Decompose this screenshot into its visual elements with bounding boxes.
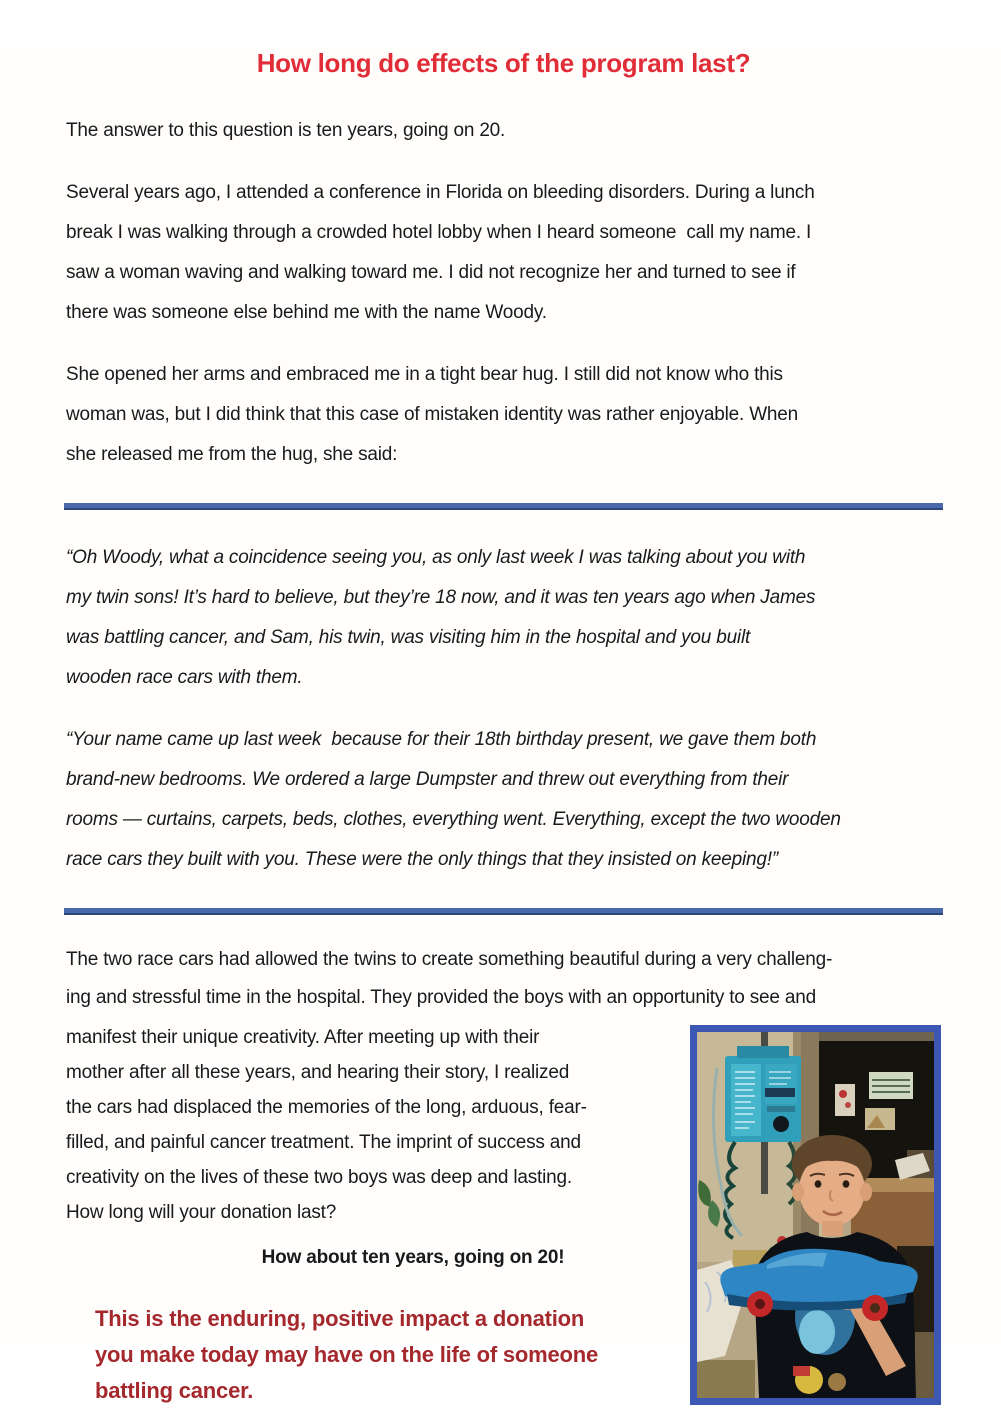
text-line: my twin sons! It’s hard to believe, but they’re 18 now, and it was ten years ago when James — [66, 587, 816, 608]
text-line: ing and stressful time in the hospital. They provided the boys with an opportunity to see and — [66, 987, 816, 1008]
paragraph-race-cars — [66, 941, 941, 1017]
text-line: “Oh Woody, what a coincidence seeing you, as only last week I was talking about you with — [66, 547, 806, 568]
text-line: “Your name came up last week because for their 18th birthday present, we gave them both — [66, 729, 817, 750]
text-line: How long will your donation last? — [66, 1202, 337, 1223]
text-line: battling cancer. — [95, 1378, 254, 1403]
text-line: creativity on the lives of these two boys was deep and lasting. — [66, 1167, 572, 1188]
text-line: Several years ago, I attended a conference in Florida on bleeding disorders. During a lunch — [66, 182, 815, 203]
text-photo-section — [66, 1020, 941, 1409]
text-line: This is the enduring, positive impact a donation — [95, 1306, 585, 1331]
text-line: the cars had displaced the memories of the long, arduous, fear- — [66, 1097, 587, 1118]
document-page — [0, 48, 1001, 1403]
emphasis-line: How about ten years, going on 20! — [261, 1247, 565, 1268]
text-line: break I was walking through a crowded hotel lobby when I heard someone call my name. I — [66, 222, 812, 243]
text-line: mother after all these years, and hearing their story, I realized — [66, 1062, 570, 1083]
text-line: you make today may have on the life of someone — [95, 1342, 599, 1367]
text-line: The two race cars had allowed the twins to create something beautiful during a very challeng- — [66, 949, 833, 970]
text-line: She opened her arms and embraced me in a tight bear hug. I still did not know who this — [66, 364, 783, 385]
quote-paragraph-bedrooms — [66, 720, 941, 880]
text-line: woman was, but I did think that this case of mistaken identity was rather enjoyable. When — [66, 404, 799, 425]
text-line: race cars they built with you. These were the only things that they insisted on keeping!” — [66, 849, 778, 870]
text-line: she released me from the hug, she said: — [66, 444, 398, 465]
text-line: there was someone else behind me with the name Woody. — [66, 302, 547, 323]
text-line: manifest their unique creativity. After meeting up with their — [66, 1027, 540, 1048]
text-line: rooms — curtains, carpets, beds, clothes, everything went. Everything, except the two wooden — [66, 809, 841, 830]
photo-illustration — [697, 1032, 934, 1398]
left-text-column — [66, 1020, 690, 1409]
right-photo-column — [690, 1020, 941, 1409]
paragraph-hug — [66, 355, 941, 475]
section-divider-bottom — [64, 908, 943, 915]
document-content — [0, 48, 1001, 1409]
text-line: was battling cancer, and Sam, his twin, was visiting him in the hospital and you built — [66, 627, 751, 648]
paragraph-conference — [66, 173, 941, 333]
hospital-photo — [690, 1025, 941, 1405]
text-line: saw a woman waving and walking toward me. I did not recognize her and turned to see if — [66, 262, 796, 283]
text-line: brand-new bedrooms. We ordered a large Dumpster and threw out everything from their — [66, 769, 789, 790]
text-line: filled, and painful cancer treatment. The imprint of success and — [66, 1132, 581, 1153]
text-line: wooden race cars with them. — [66, 667, 303, 688]
section-divider-top — [64, 503, 943, 510]
page-title: How long do effects of the program last? — [256, 48, 751, 78]
paragraph-answer — [66, 111, 941, 151]
paragraph-wrapped — [66, 1020, 690, 1230]
closing-statement — [95, 1301, 690, 1409]
quote-paragraph-twins — [66, 538, 941, 698]
text-line: The answer to this question is ten years, going on 20. — [66, 120, 506, 141]
